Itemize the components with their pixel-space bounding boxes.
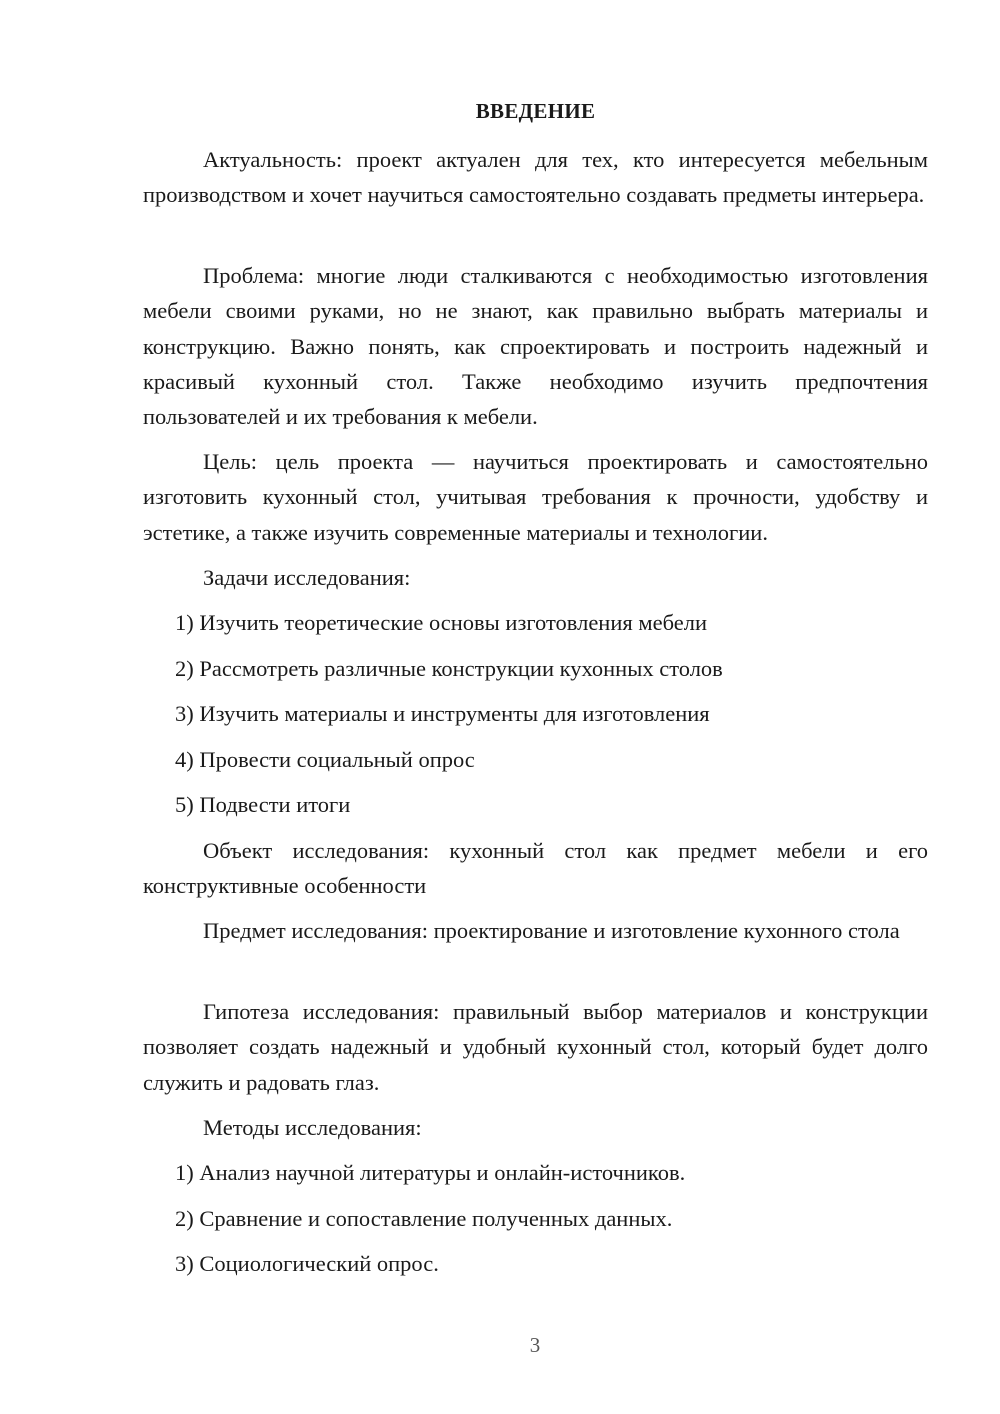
problem-paragraph: Проблема: многие люди сталкиваются с необходимостью изготовления мебели своими руками, но не знают, как правильно выбрать материалы и конструкцию. Важно понять, как спроектировать и построить надежный и красивый кухонный стол. Также необходимо изучить предпочтения пользователей и их требования к мебели. [143,263,928,430]
relevance-paragraph: Актуальность: проект актуален для тех, кто интересуется мебельным производством и хочет научиться самостоятельно создавать предметы интерьера. [143,147,928,208]
hypothesis-paragraph: Гипотеза исследования: правильный выбор материалов и конструкции позволяет создать надежный и удобный кухонный стол, который будет долго служить и радовать глаз. [143,999,928,1095]
task-item-1: 1) Изучить теоретические основы изготовления мебели [175,610,707,635]
task-item-3: 3) Изучить материалы и инструменты для изготовления [175,701,710,726]
method-item-1: 1) Анализ научной литературы и онлайн-источников. [175,1160,686,1185]
page-title: ВВЕДЕНИЕ [475,99,596,123]
method-item-2: 2) Сравнение и сопоставление полученных данных. [175,1206,673,1231]
task-item-2: 2) Рассмотреть различные конструкции кухонных столов [175,656,723,681]
page-number: 3 [529,1333,541,1357]
task-item-4: 4) Провести социальный опрос [175,747,475,772]
object-paragraph: Объект исследования: кухонный стол как предмет мебели и его конструктивные особенности [143,838,928,899]
method-item-3: 3) Социологический опрос. [175,1251,439,1276]
subject-paragraph: Предмет исследования: проектирование и изготовление кухонного стола [203,918,900,943]
methods-heading: Методы исследования: [203,1115,422,1140]
tasks-heading: Задачи исследования: [203,565,411,590]
goal-paragraph: Цель: цель проекта — научиться проектировать и самостоятельно изготовить кухонный стол, учитывая требования к прочности, удобству и эстетике, а также изучить современные материалы и технологии. [143,449,928,545]
task-item-5: 5) Подвести итоги [175,792,351,817]
